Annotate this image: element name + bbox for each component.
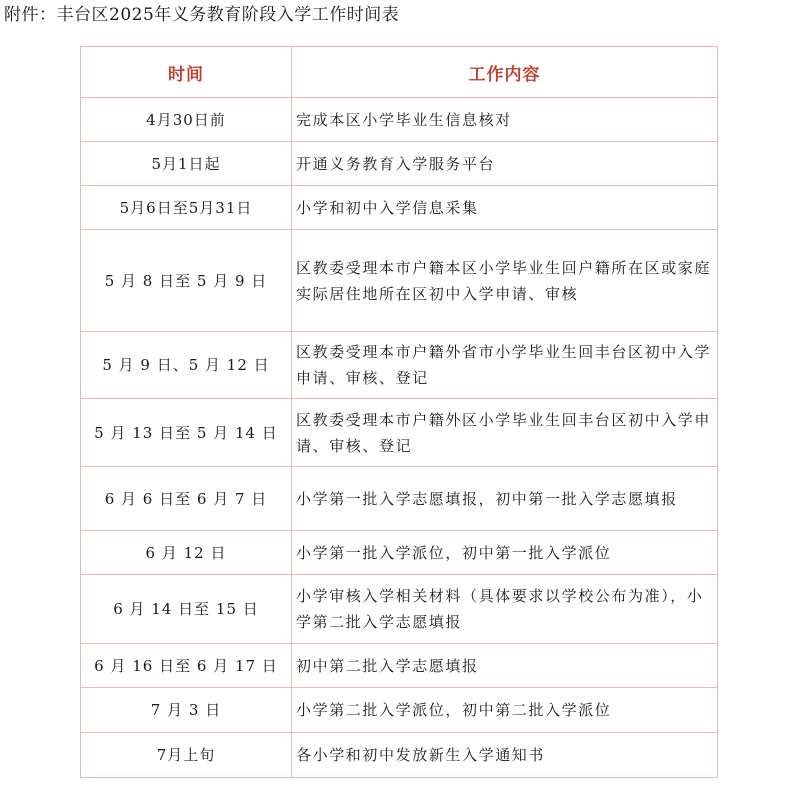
row-time: 5月1日起 [81,142,292,186]
row-time: 7 月 3 日 [81,688,292,733]
header-time: 时间 [81,47,292,98]
table-row [81,733,718,778]
row-task: 初中第二批入学志愿填报 [292,644,718,688]
table-row [81,186,718,230]
table-row [81,688,718,733]
row-time: 5 月 9 日、5 月 12 日 [81,332,292,399]
table-row [81,230,718,332]
row-time: 6 月 12 日 [81,531,292,575]
header-task: 工作内容 [292,47,718,98]
row-time: 4月30日前 [81,98,292,142]
row-task: 各小学和初中发放新生入学通知书 [292,733,718,778]
row-time: 6 月 16 日至 6 月 17 日 [81,644,292,688]
row-task: 区教委受理本市户籍外省市小学毕业生回丰台区初中入学申请、审核、登记 [292,332,718,399]
row-time: 5月6日至5月31日 [81,186,292,230]
table-row [81,575,718,644]
row-time: 5 月 13 日至 5 月 14 日 [81,399,292,467]
table-header-row [81,47,718,98]
row-task: 小学第一批入学派位，初中第一批入学派位 [292,531,718,575]
table-row [81,531,718,575]
attachment-caption: 附件：丰台区2025年义务教育阶段入学工作时间表 [4,5,400,25]
row-task: 小学和初中入学信息采集 [292,186,718,230]
row-task: 小学第二批入学派位，初中第二批入学派位 [292,688,718,733]
table-row [81,332,718,399]
table-row [81,98,718,142]
table-row [81,467,718,531]
table-row [81,142,718,186]
row-time: 6 月 6 日至 6 月 7 日 [81,467,292,531]
row-time: 7月上旬 [81,733,292,778]
row-task: 小学审核入学相关材料（具体要求以学校公布为准），小学第二批入学志愿填报 [292,575,718,644]
enrollment-schedule-table [80,46,718,778]
row-task: 区教委受理本市户籍外区小学毕业生回丰台区初中入学申请、审核、登记 [292,399,718,467]
table-row [81,399,718,467]
row-time: 6 月 14 日至 15 日 [81,575,292,644]
row-task: 区教委受理本市户籍本区小学毕业生回户籍所在区或家庭实际居住地所在区初中入学申请、审核 [292,230,718,332]
table-row [81,644,718,688]
row-time: 5 月 8 日至 5 月 9 日 [81,230,292,332]
row-task: 完成本区小学毕业生信息核对 [292,98,718,142]
row-task: 小学第一批入学志愿填报，初中第一批入学志愿填报 [292,467,718,531]
row-task: 开通义务教育入学服务平台 [292,142,718,186]
